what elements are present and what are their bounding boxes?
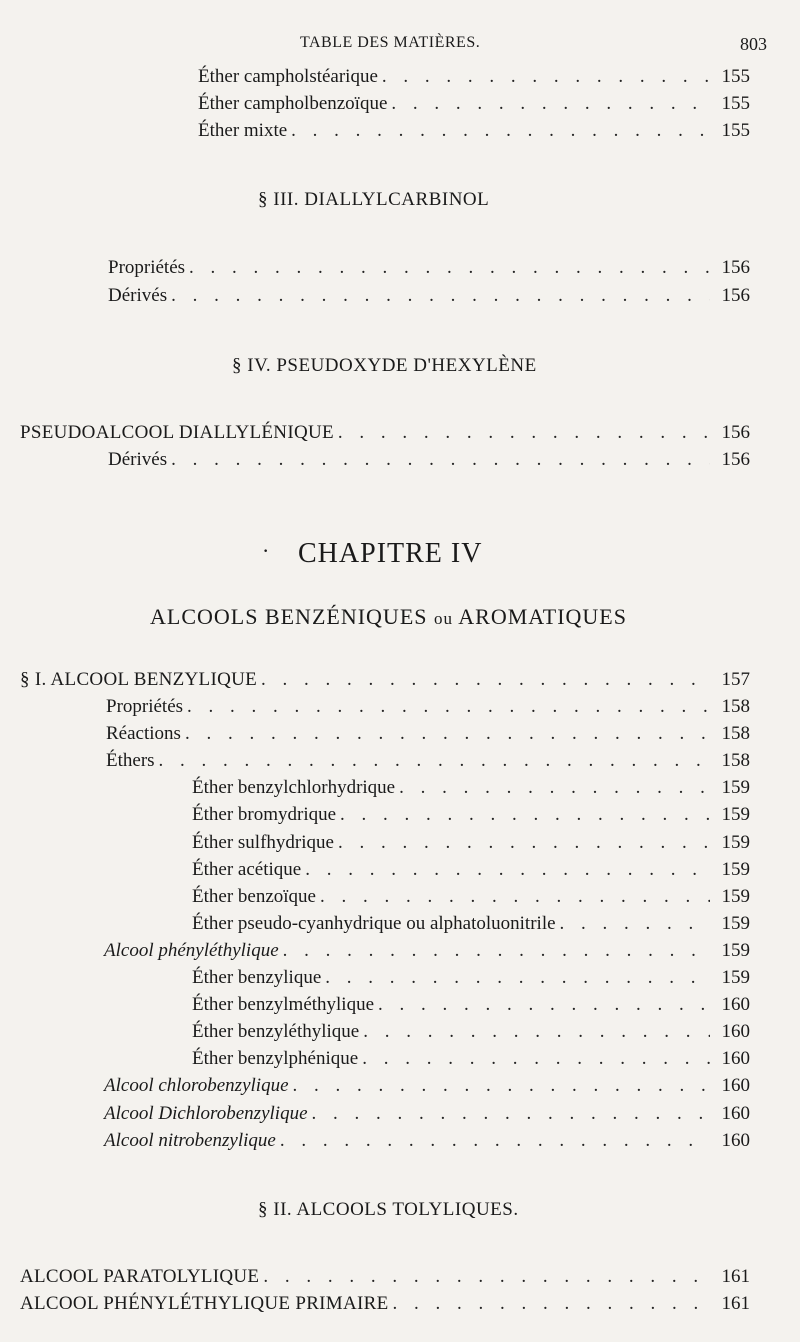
entry-label: Éther sulfhydrique bbox=[192, 832, 334, 853]
leader-dots bbox=[338, 830, 710, 856]
leader-dots bbox=[338, 420, 710, 446]
toc-entry bbox=[104, 1101, 750, 1127]
leader-dots bbox=[320, 884, 710, 910]
section-heading: § IV. PSEUDOXYDE D'HEXYLÈNE bbox=[232, 355, 537, 376]
leader-dots bbox=[312, 1101, 711, 1127]
entry-page: 156 bbox=[721, 449, 750, 470]
toc-entry bbox=[108, 283, 750, 309]
toc-entry-main bbox=[20, 1264, 750, 1290]
leader-dots bbox=[363, 1019, 710, 1045]
toc-entry bbox=[106, 748, 750, 774]
entry-page: 159 bbox=[721, 886, 750, 907]
toc-entry bbox=[198, 118, 750, 144]
leader-dots bbox=[283, 938, 710, 964]
entry-label: Éther pseudo-cyanhydrique ou alphatoluonitrile bbox=[192, 913, 556, 934]
entry-label: Éther benzyléthylique bbox=[192, 1021, 360, 1042]
entry-page: 160 bbox=[721, 1130, 750, 1151]
toc-entry bbox=[198, 91, 750, 117]
entry-page: 158 bbox=[721, 723, 750, 744]
entry-label: Éther benzylphénique bbox=[192, 1048, 359, 1069]
toc-entry bbox=[104, 938, 750, 964]
leader-dots bbox=[382, 64, 710, 90]
toc-section-entry bbox=[20, 667, 750, 693]
entry-label: Dérivés bbox=[108, 285, 168, 306]
chapter-subtitle bbox=[150, 604, 627, 630]
entry-page: 160 bbox=[721, 1048, 750, 1069]
page-number: 803 bbox=[740, 34, 767, 54]
entry-page: 159 bbox=[721, 832, 750, 853]
leader-dots bbox=[560, 911, 710, 937]
entry-label: ALCOOL PHÉNYLÉTHYLIQUE PRIMAIRE bbox=[20, 1293, 389, 1314]
toc-entry bbox=[104, 1073, 750, 1099]
toc-entry bbox=[192, 857, 750, 883]
toc-entry bbox=[192, 1019, 750, 1045]
toc-entry bbox=[192, 884, 750, 910]
leader-dots bbox=[189, 255, 710, 281]
subtitle-part-2: AROMATIQUES bbox=[458, 604, 627, 629]
entry-page: 155 bbox=[721, 120, 750, 141]
chapter-title: CHAPITRE IV bbox=[298, 538, 483, 569]
entry-page: 160 bbox=[721, 1021, 750, 1042]
entry-page: 161 bbox=[721, 1266, 750, 1287]
leader-dots bbox=[171, 447, 710, 473]
entry-label: Éther benzylique bbox=[192, 967, 322, 988]
leader-dots bbox=[159, 748, 710, 774]
leader-dots bbox=[391, 91, 710, 117]
entry-page: 159 bbox=[721, 940, 750, 961]
leader-dots bbox=[399, 775, 710, 801]
toc-entry bbox=[108, 447, 750, 473]
entry-label: Réactions bbox=[106, 723, 181, 744]
entry-page: 161 bbox=[721, 1293, 750, 1314]
entry-label: Alcool Dichlorobenzylique bbox=[104, 1103, 308, 1124]
entry-label: Éther benzylméthylique bbox=[192, 994, 375, 1015]
toc-entry bbox=[192, 911, 750, 937]
entry-page: 160 bbox=[721, 1103, 750, 1124]
entry-label: ALCOOL PARATOLYLIQUE bbox=[20, 1266, 260, 1287]
entry-label: Propriétés bbox=[108, 257, 186, 278]
toc-entry-main bbox=[20, 1291, 750, 1317]
entry-label: Éther acétique bbox=[192, 859, 302, 880]
entry-page: 159 bbox=[721, 967, 750, 988]
toc-entry bbox=[192, 965, 750, 991]
entry-page: 158 bbox=[721, 750, 750, 771]
entry-page: 160 bbox=[721, 1075, 750, 1096]
entry-label: Éther benzylchlorhydrique bbox=[192, 777, 396, 798]
leader-dots bbox=[291, 118, 710, 144]
toc-entry bbox=[198, 64, 750, 90]
entry-label: Éther campholstéarique bbox=[198, 66, 378, 87]
entry-page: 159 bbox=[721, 777, 750, 798]
entry-label: Éther benzoïque bbox=[192, 886, 316, 907]
entry-page: 155 bbox=[721, 93, 750, 114]
toc-entry bbox=[108, 255, 750, 281]
toc-entry bbox=[104, 1128, 750, 1154]
entry-page: 159 bbox=[721, 804, 750, 825]
entry-page: 159 bbox=[721, 859, 750, 880]
entry-label: Éther bromydrique bbox=[192, 804, 337, 825]
leader-dots bbox=[280, 1128, 710, 1154]
leader-dots bbox=[305, 857, 710, 883]
leader-dots bbox=[171, 283, 710, 309]
entry-label: Éther mixte bbox=[198, 120, 288, 141]
section-heading: § III. DIALLYLCARBINOL bbox=[258, 189, 490, 210]
toc-entry bbox=[192, 775, 750, 801]
toc-entry bbox=[192, 830, 750, 856]
entry-label: PSEUDOALCOOL DIALLYLÉNIQUE bbox=[20, 422, 334, 443]
leader-dots bbox=[261, 667, 710, 693]
toc-entry bbox=[106, 721, 750, 747]
chapter-bullet: · bbox=[262, 538, 270, 563]
leader-dots bbox=[187, 694, 710, 720]
leader-dots bbox=[393, 1291, 710, 1317]
entry-label: Éther campholbenzoïque bbox=[198, 93, 388, 114]
entry-label: § I. ALCOOL BENZYLIQUE bbox=[20, 669, 258, 690]
leader-dots bbox=[325, 965, 710, 991]
entry-label: Dérivés bbox=[108, 449, 168, 470]
entry-page: 156 bbox=[721, 257, 750, 278]
entry-page: 155 bbox=[721, 66, 750, 87]
leader-dots bbox=[340, 802, 710, 828]
entry-label: Éthers bbox=[106, 750, 155, 771]
toc-entry-main bbox=[20, 420, 750, 446]
entry-label: Alcool chlorobenzylique bbox=[104, 1075, 289, 1096]
entry-page: 156 bbox=[721, 285, 750, 306]
toc-entry bbox=[192, 802, 750, 828]
entry-page: 156 bbox=[721, 422, 750, 443]
section-heading: § II. ALCOOLS TOLYLIQUES. bbox=[258, 1199, 519, 1220]
toc-entry bbox=[192, 992, 750, 1018]
entry-page: 158 bbox=[721, 696, 750, 717]
leader-dots bbox=[263, 1264, 710, 1290]
entry-label: Alcool nitrobenzylique bbox=[104, 1130, 276, 1151]
leader-dots bbox=[293, 1073, 711, 1099]
toc-entry bbox=[192, 1046, 750, 1072]
toc-entry bbox=[106, 694, 750, 720]
running-title: TABLE DES MATIÈRES. bbox=[300, 34, 481, 51]
entry-page: 159 bbox=[721, 913, 750, 934]
entry-label: Propriétés bbox=[106, 696, 184, 717]
entry-label: Alcool phényléthylique bbox=[104, 940, 279, 961]
leader-dots bbox=[362, 1046, 710, 1072]
entry-page: 157 bbox=[721, 669, 750, 690]
subtitle-part-1: ALCOOLS BENZÉNIQUES bbox=[150, 604, 428, 629]
leader-dots bbox=[378, 992, 710, 1018]
subtitle-joiner: ou bbox=[434, 609, 453, 628]
leader-dots bbox=[185, 721, 710, 747]
entry-page: 160 bbox=[721, 994, 750, 1015]
